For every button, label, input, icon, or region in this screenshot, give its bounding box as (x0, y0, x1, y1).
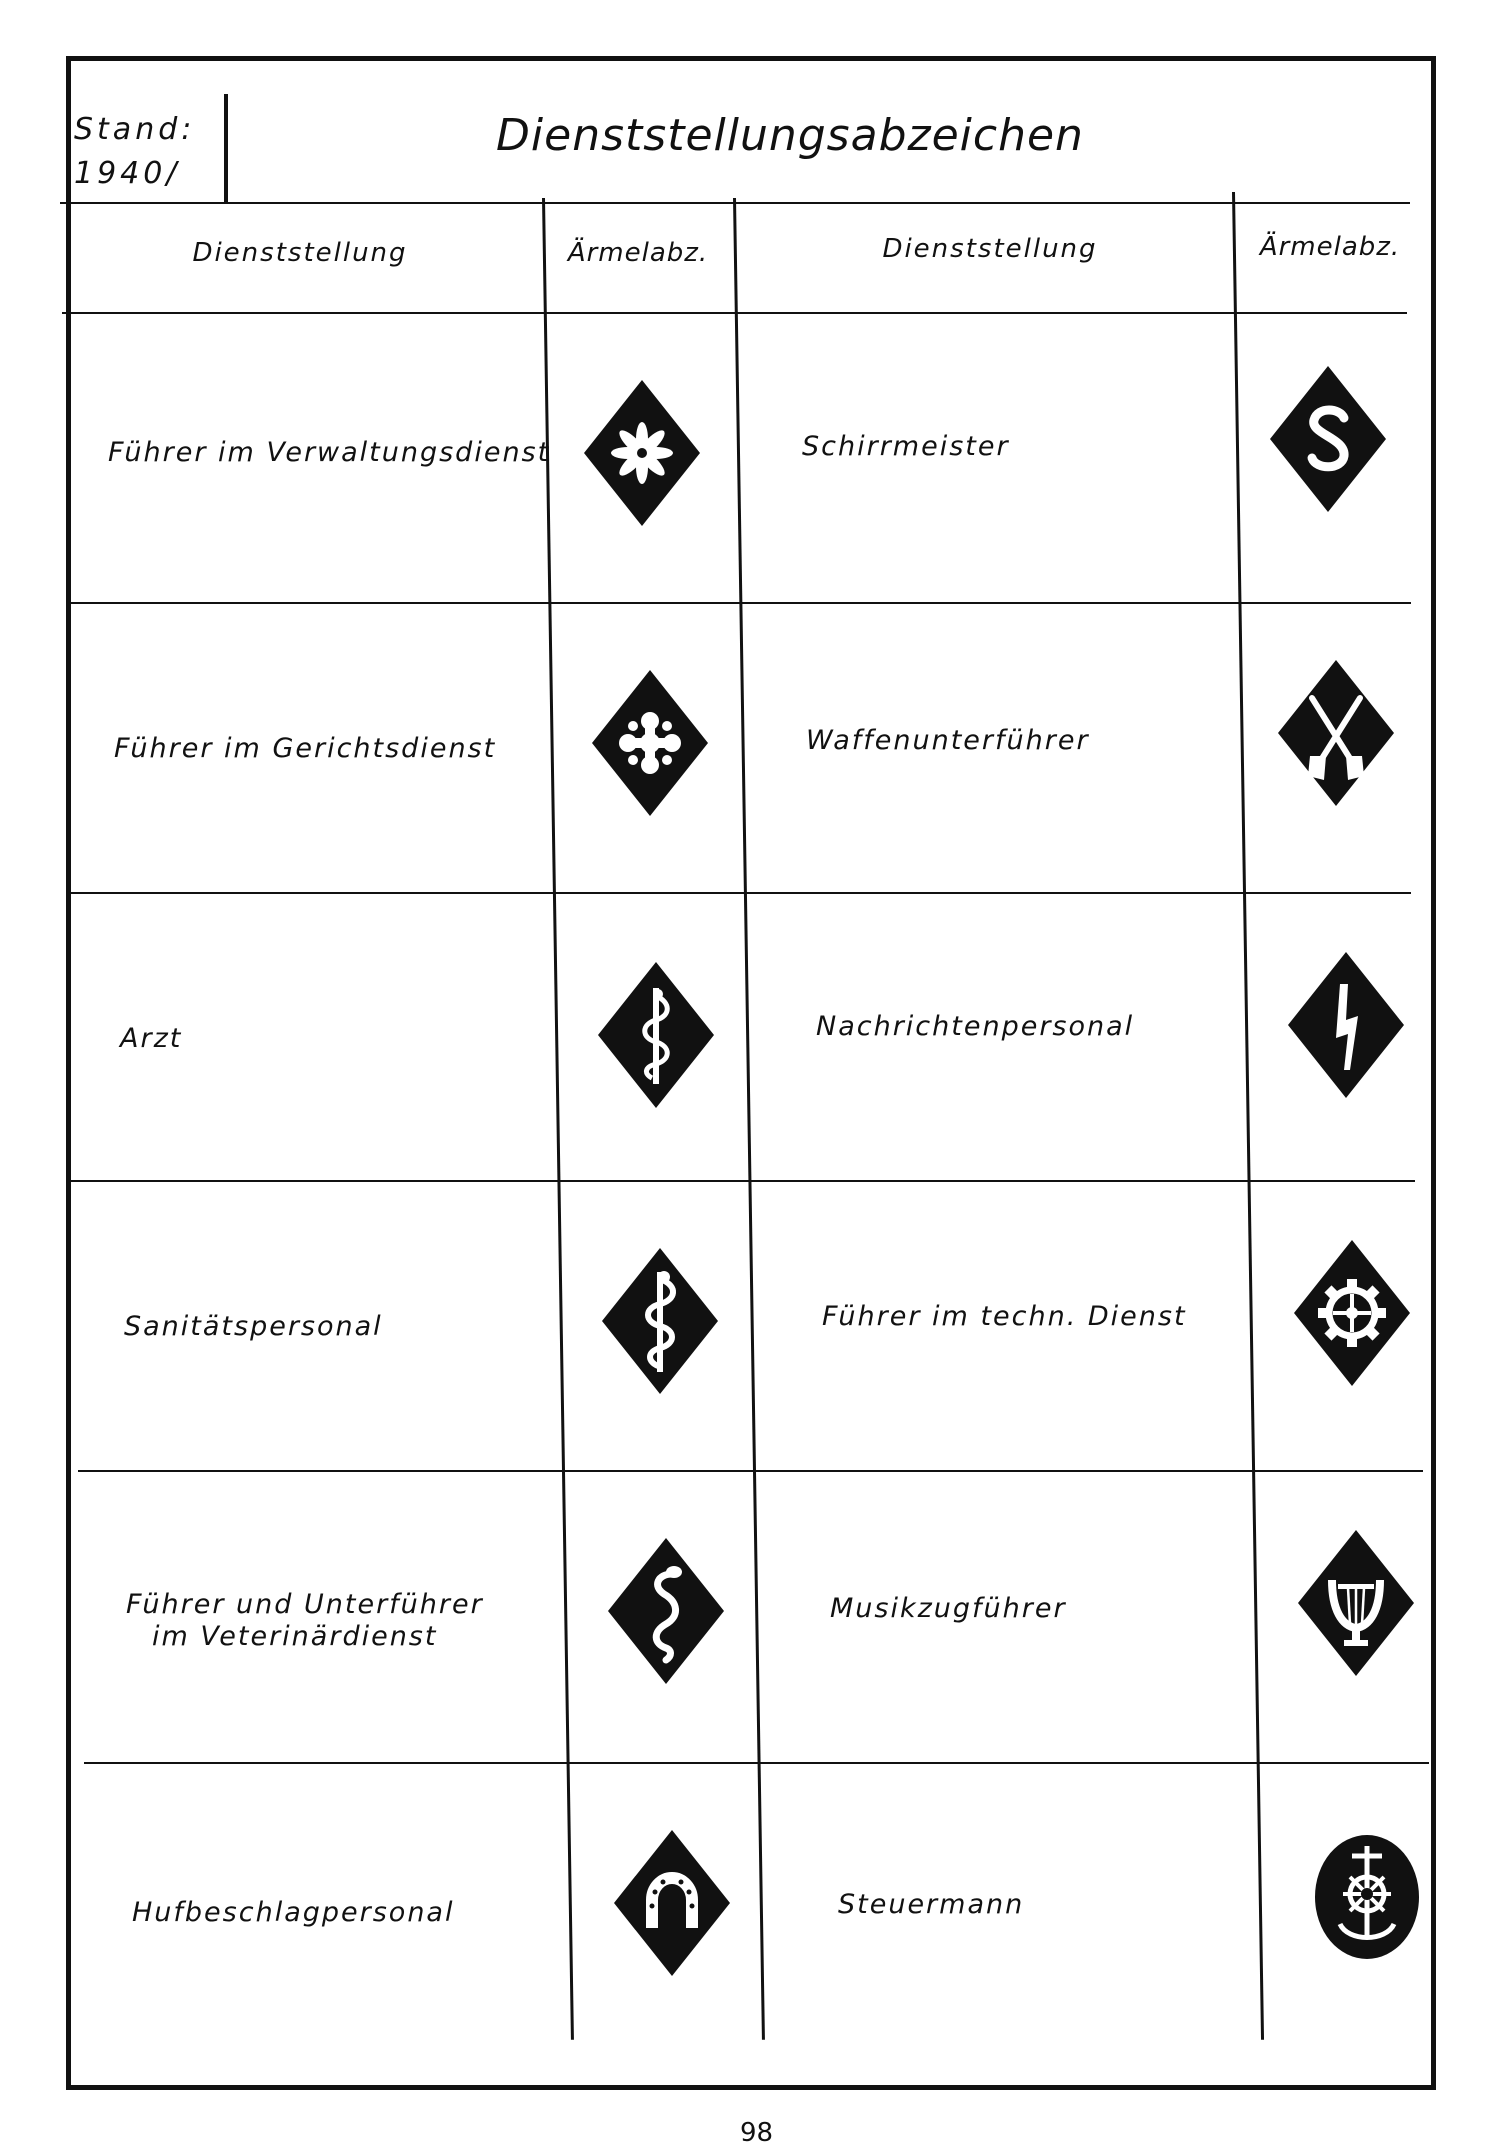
column-header-badge-right: Ärmelabz. (1259, 232, 1401, 262)
stand-year: 1940/ (74, 156, 181, 191)
column-header-role-right: Dienststellung (882, 234, 1098, 264)
row-divider (84, 1762, 1429, 1764)
role-label: Musikzugführer (830, 1593, 1067, 1624)
staff-with-snake-diamond-icon (600, 1246, 720, 1396)
role-label: Führer im Verwaltungsdienst (108, 437, 551, 468)
lightning-diamond-icon (1286, 950, 1406, 1100)
stand-block (74, 108, 195, 196)
role-label: Führer im techn. Dienst (822, 1301, 1187, 1332)
role-label: Sanitätspersonal (124, 1311, 383, 1342)
column-header-role-left: Dienststellung (192, 238, 408, 268)
row-divider (66, 892, 1411, 894)
role-label: Nachrichtenpersonal (816, 1011, 1135, 1042)
letter-s-diamond-icon (1268, 364, 1388, 514)
table-frame (66, 56, 1436, 2090)
role-label-line2: im Veterinärdienst (152, 1621, 438, 1652)
snake-diamond-icon (606, 1536, 726, 1686)
column-header-badge-left: Ärmelabz. (567, 238, 709, 268)
stand-divider (224, 94, 228, 202)
stand-label: Stand: (74, 112, 196, 147)
role-label: Führer im Gerichtsdienst (114, 733, 497, 764)
page-title: Dienststellungsabzeichen (496, 110, 1084, 161)
role-label: Hufbeschlagpersonal (132, 1897, 455, 1928)
row-divider (70, 1180, 1415, 1182)
crossed-rifles-diamond-icon (1276, 658, 1396, 808)
row-divider (78, 1470, 1423, 1472)
cross-flower-diamond-icon (590, 668, 710, 818)
star-flower-diamond-icon (582, 378, 702, 528)
role-label: Arzt (120, 1023, 183, 1054)
role-label: Führer und Unterführer (126, 1589, 484, 1620)
aesculapian-staff-diamond-icon (596, 960, 716, 1110)
role-label: Steuermann (838, 1889, 1025, 1920)
ships-wheel-anchor-oval-icon (1312, 1832, 1422, 1962)
role-label: Waffenunterführer (806, 725, 1090, 756)
horseshoe-diamond-icon (612, 1828, 732, 1978)
page-number: 98 (740, 2118, 774, 2148)
lyre-diamond-icon (1296, 1528, 1416, 1678)
gear-wheel-diamond-icon (1292, 1238, 1412, 1388)
role-label: Schirrmeister (802, 431, 1010, 462)
